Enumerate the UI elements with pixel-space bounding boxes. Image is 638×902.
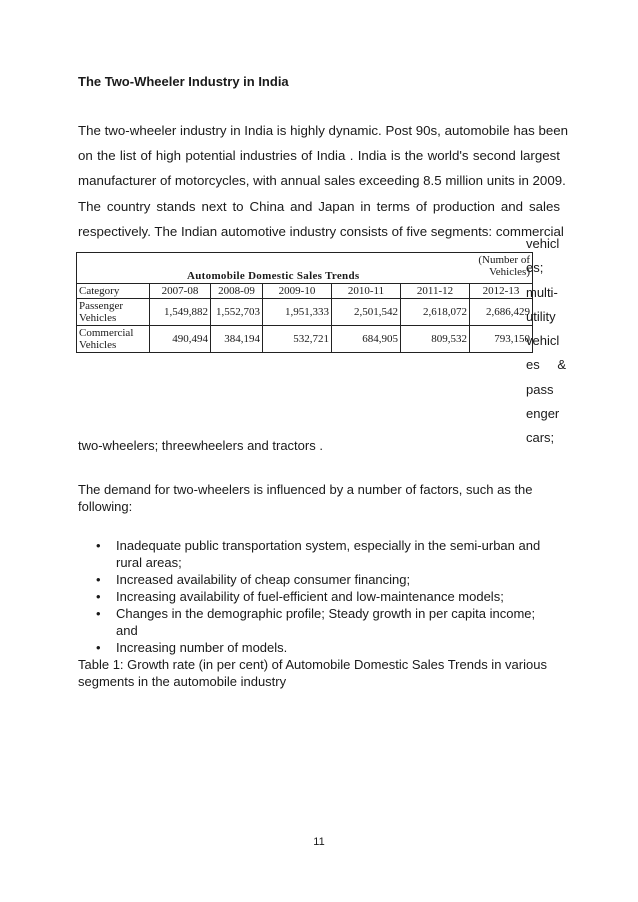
category-cell: Passenger Vehicles — [77, 299, 150, 326]
header-cell: 2011-12 — [401, 284, 470, 299]
value-cell: 1,951,333 — [263, 299, 332, 326]
bullet-icon: • — [96, 589, 101, 604]
header-cell: 2008-09 — [211, 284, 263, 299]
list-item — [96, 605, 556, 639]
demand-intro: The demand for two-wheelers is influenced by a number of factors, such as the following: — [78, 482, 533, 514]
bullet-icon: • — [96, 606, 101, 621]
intro-line: The two-wheeler industry in India is highly dynamic. Post 90s, automobile has been — [78, 123, 569, 138]
list-item — [96, 639, 556, 656]
sales-trends-table — [76, 252, 533, 353]
after-table-line: two-wheelers; threewheelers and tractors . — [78, 438, 323, 453]
list-item-text: Increasing number of models. — [116, 640, 288, 655]
side-word: cars; — [526, 430, 555, 446]
header-cell: Category — [77, 284, 150, 299]
intro-line: The country stands next to China and Japan in terms of production and sales — [78, 198, 560, 214]
value-cell: 532,721 — [263, 326, 332, 353]
bullet-icon: • — [96, 538, 101, 553]
intro-line: respectively. The Indian automotive industry consists of five segments: commercial — [78, 223, 564, 239]
list-item-text: Increased availability of cheap consumer financing; — [116, 572, 411, 587]
table-header-row — [77, 284, 533, 299]
bullet-icon: • — [96, 640, 101, 655]
value-cell: 2,501,542 — [332, 299, 401, 326]
list-item-text: Increasing availability of fuel-efficient and low-maintenance models; — [116, 589, 504, 604]
table-title: Automobile Domestic Sales Trends — [77, 253, 470, 284]
list-item — [96, 588, 556, 605]
side-word: es; — [526, 260, 544, 276]
value-cell: 809,532 — [401, 326, 470, 353]
list-item-text: Inadequate public transportation system, especially in the semi-urban and rural areas; — [116, 538, 541, 570]
category-cell: Commercial Vehicles — [77, 326, 150, 353]
header-cell: 2009-10 — [263, 284, 332, 299]
list-item-text: Changes in the demographic profile; Steady growth in per capita income; and — [116, 606, 536, 638]
side-word: pass — [526, 381, 554, 397]
side-word: vehicl — [526, 333, 560, 349]
value-cell: 2,618,072 — [401, 299, 470, 326]
intro-paragraph — [78, 118, 569, 244]
value-cell: 2,686,429 — [470, 299, 533, 326]
list-item — [96, 537, 556, 571]
value-cell: 1,552,703 — [211, 299, 263, 326]
list-item — [96, 571, 556, 588]
value-cell: 1,549,882 — [150, 299, 211, 326]
side-word: utility — [526, 308, 556, 324]
side-word: enger — [526, 406, 560, 422]
side-word: vehicl — [526, 236, 560, 251]
header-cell: 2010-11 — [332, 284, 401, 299]
value-cell: 490,494 — [150, 326, 211, 353]
intro-line: manufacturer of motorcycles, with annual sales exceeding 8.5 million units in 2009. — [78, 173, 566, 189]
header-cell: 2007-08 — [150, 284, 211, 299]
side-word: es & — [526, 357, 566, 373]
value-cell: 384,194 — [211, 326, 263, 353]
factor-list — [96, 537, 556, 656]
table-unit: (Number of Vehicles) — [470, 253, 533, 284]
value-cell: 684,905 — [332, 326, 401, 353]
side-word: multi- — [526, 284, 558, 300]
table-row — [77, 326, 533, 353]
table-row — [77, 299, 533, 326]
page-number: 11 — [313, 836, 325, 848]
header-cell: 2012-13 — [470, 284, 533, 299]
value-cell: 793,150 — [470, 326, 533, 353]
intro-line: on the list of high potential industries of India . India is the world's second largest — [78, 148, 560, 164]
bullet-icon: • — [96, 572, 101, 587]
table-caption: Table 1: Growth rate (in per cent) of Automobile Domestic Sales Trends in various segments in the automobile industry — [78, 657, 547, 689]
section-heading: The Two-Wheeler Industry in India — [78, 74, 289, 89]
